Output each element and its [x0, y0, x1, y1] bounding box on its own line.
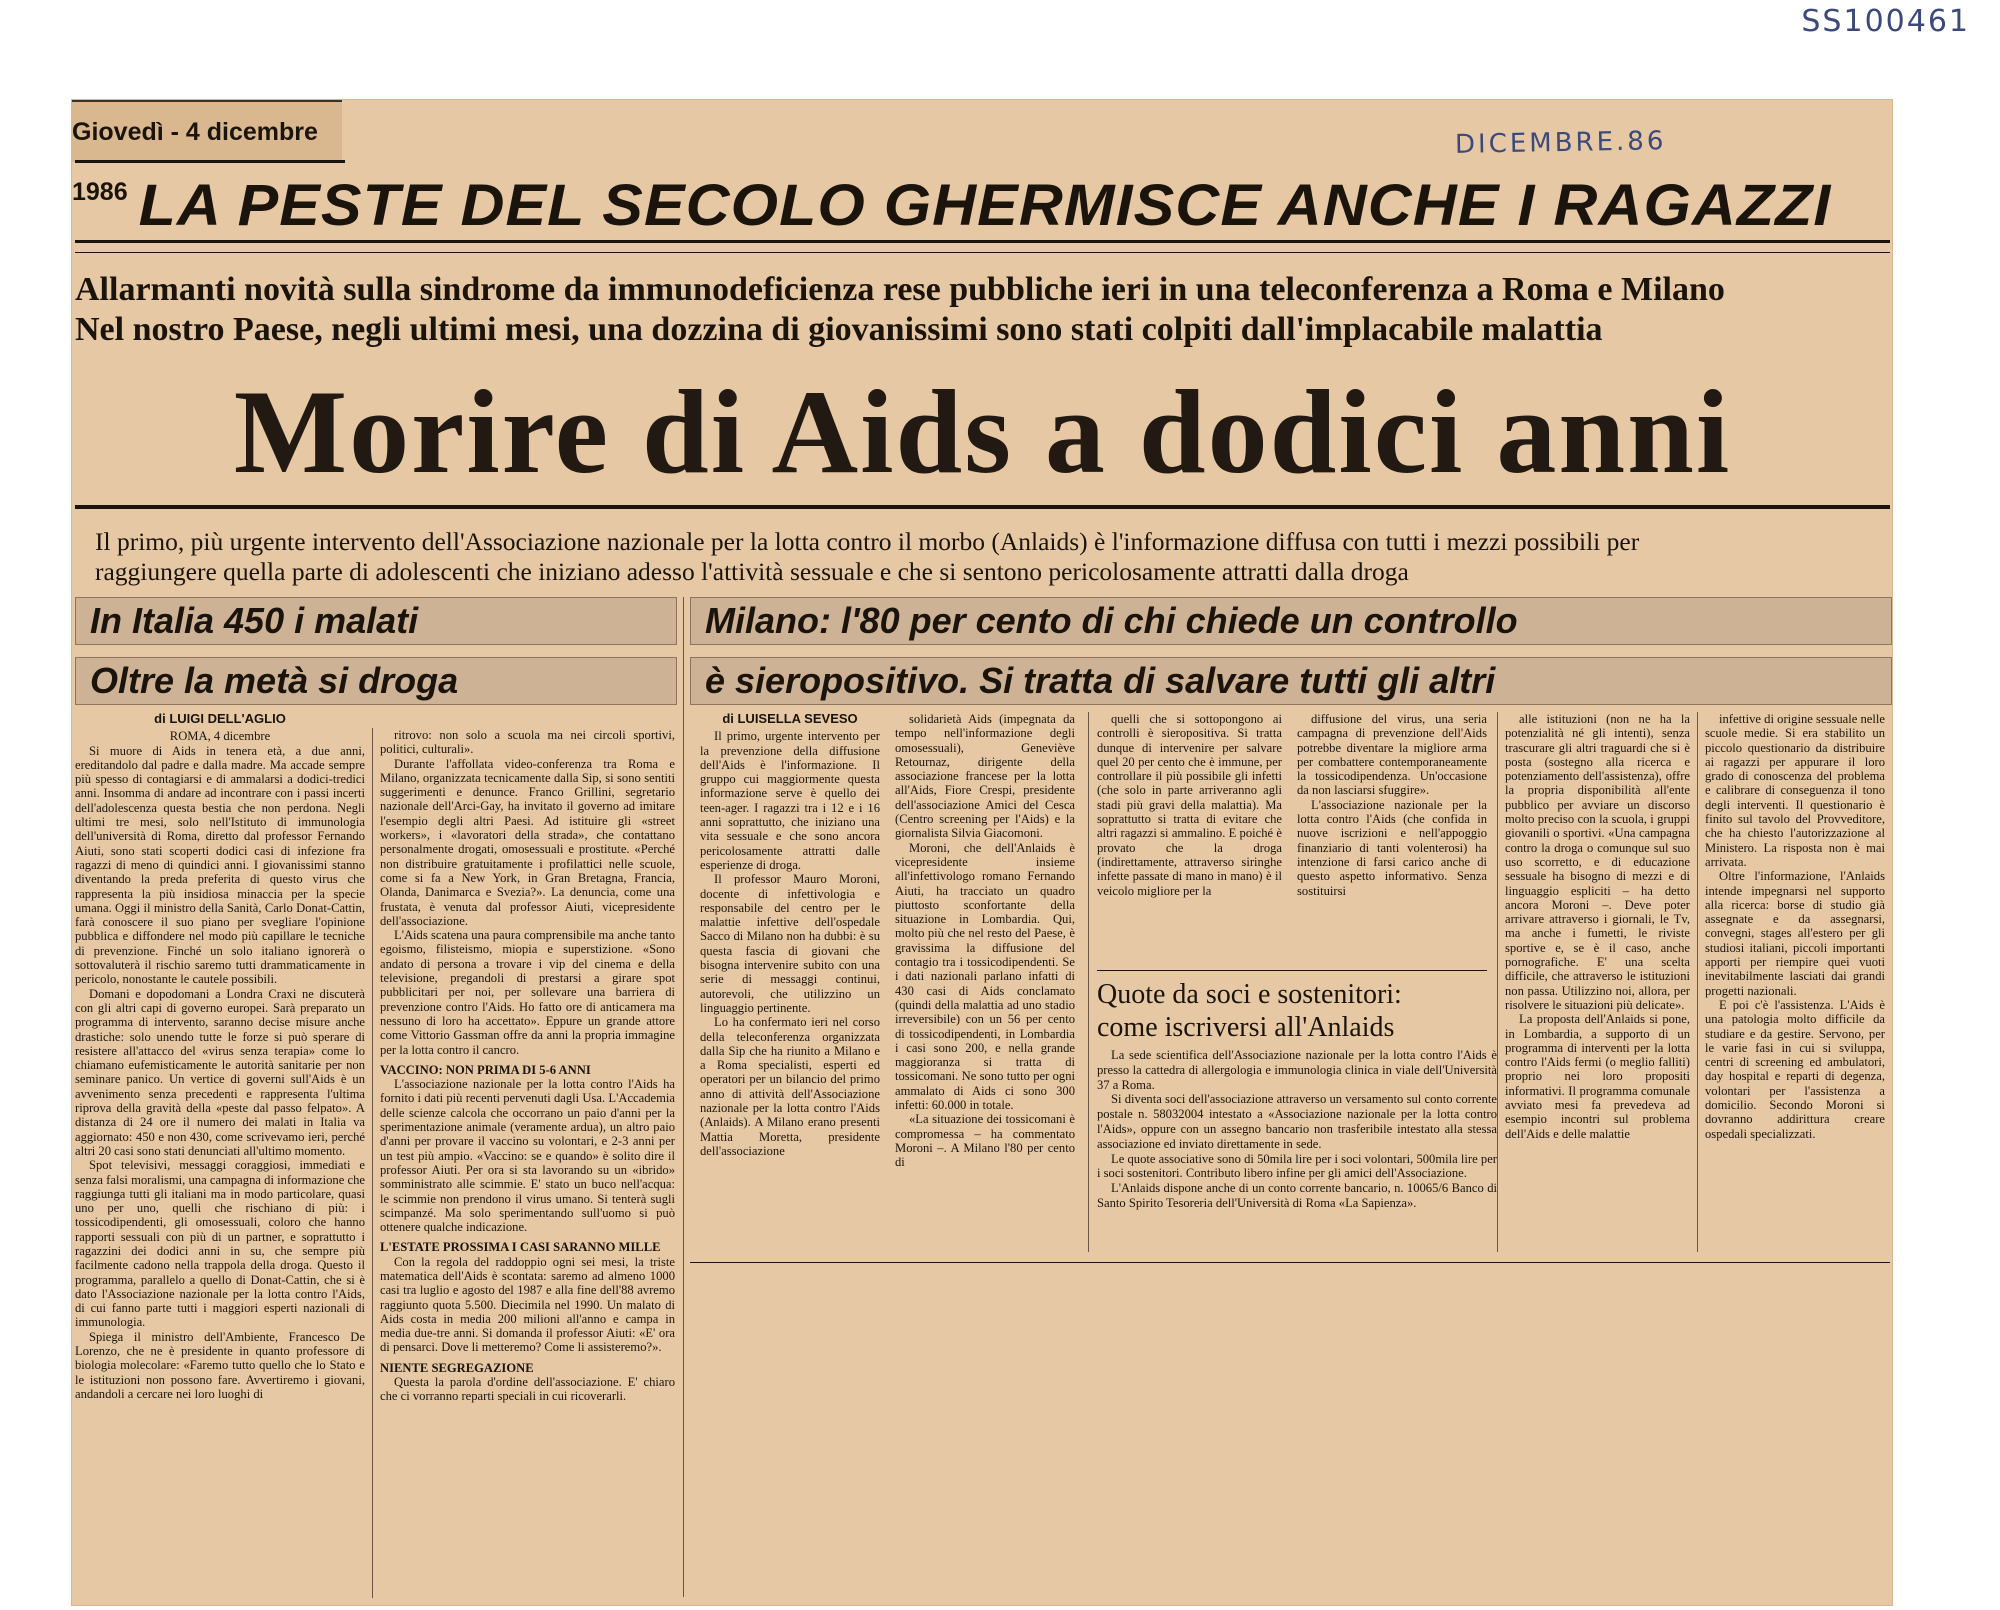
dateline-rule	[75, 160, 345, 163]
article1-subhead-vaccine: VACCINO: NON PRIMA DI 5-6 ANNI	[380, 1062, 591, 1077]
article2-column-3	[1097, 712, 1282, 962]
deck-line-2: Nel nostro Paese, negli ultimi mesi, una dozzina di giovanissimi sono stati colpiti dall'implacabile malattia	[75, 311, 1603, 348]
left-band-1-text: In Italia 450 i malati	[90, 600, 419, 641]
article1-paragraph: Durante l'affollata video-conferenza tra Roma e Milano, organizzata tecnicamente dalla Sip, si sono sentiti suggerimenti e denunce. Franco Grillini, segretario nazionale dell'Arci-Gay, ha invitato il governo ad imitare l'esempio degli altri Paesi. Ad istituire gli «street workers», i «lavoratori della strada», che contattano personalmente drogati, omosessuali e prostitute. «Perché non distribuire gratuitamente i profilattici nelle scuole, come si fa a New York, in Gran Bretagna, Francia, Olanda, Danimarca e Svezia?». La denuncia, come una frustata, è venuta dal professor Aiuti, vicepresidente dell'associazione.	[380, 756, 675, 928]
subdeck-line-2: raggiungere quella parte di adolescenti che iniziano adesso l'attività sessuale e che si sentono pericolosamente attratti dalla droga	[95, 557, 1409, 586]
headline-rule	[75, 505, 1890, 509]
box-paragraph: La sede scientifica dell'Associazione nazionale per la lotta contro l'Aids è presso la cattedra di allergologia e immunologia clinica in viale dell'Università 37 a Roma.	[1097, 1048, 1497, 1092]
article1-column-2	[380, 728, 675, 1600]
box-title	[1097, 978, 1497, 1044]
issue-dateline: Giovedì - 4 dicembre 1986	[72, 100, 342, 162]
left-band-2-text: Oltre la metà si droga	[90, 660, 459, 701]
article2-paragraph: La proposta dell'Anlaids si pone, in Lombardia, a supporto di un programma di interventi per la lotta contro l'Aids fermi (o meglio falliti) proprio nei loro propositi informativi. Il programma comunale avviato mesi fa prevedeva ad esempio incontri sul problema dell'Aids e delle malattie	[1505, 1012, 1690, 1141]
article2-column-6	[1705, 712, 1885, 1252]
right-band-2-text: è sieropositivo. Si tratta di salvare tutti gli altri	[705, 660, 1496, 701]
article2-column-1	[700, 712, 880, 1252]
box-body	[1097, 1048, 1497, 1253]
article2-column-4	[1297, 712, 1487, 962]
box-title-line-1: Quote da soci e sostenitori:	[1097, 979, 1402, 1010]
archive-code: SS100461	[1801, 4, 1970, 39]
right-band-1-text: Milano: l'80 per cento di chi chiede un controllo	[705, 600, 1518, 641]
article2-paragraph: alle istituzioni (non ne ha la potenzialità né gli intenti), senza trascurare gli altri traguardi che si è posta (sostegno alla ricerca e potenziamento dell'assistenza), offre la propria disponibilità all'ente pubblico per avviare un discorso molto preciso con la scuola, i gruppi giovanili o sportivi. «Una campagna contro la droga o comunque sul suo uso scorretto, e di educazione sessuale ha bisogno di mezzi e di linguaggio espliciti – ha detto ancora Moroni –. Deve poter arrivare attraverso i giornali, le Tv, ma anche i fumetti, le riviste sportive e, se è il caso, anche pornografiche. E' una scelta difficile, che attraverso le istituzioni non passa. Utilizzino noi, allora, per risolvere le situazioni più delicate».	[1505, 712, 1690, 1012]
left-band-1	[75, 597, 677, 645]
article2-paragraph: infettive di origine sessuale nelle scuole medie. Si era stabilito un piccolo questionario da distribuire ai ragazzi per appurare il loro grado di conoscenza del problema e calibrare di conseguenza il tono degli interventi. Il questionario è finito sul tavolo del Provveditore, che ha chiesto l'autorizzazione al Ministero. La risposta non è mai arrivata.	[1705, 712, 1885, 869]
article2-paragraph: Il primo, urgente intervento per la prevenzione della diffusione dell'Aids è l'informazione. Il gruppo cui maggiormente questa informazione serve è quello dei teen-ager. I ragazzi tra i 12 e i 16 anni soprattutto, che iniziano una vita sessuale e che sono ancora pericolosamente attratti dalle esperienze di droga.	[700, 729, 880, 872]
article1-subhead-summer: L'ESTATE PROSSIMA I CASI SARANNO MILLE	[380, 1240, 661, 1255]
article1-paragraph: Spiega il ministro dell'Ambiente, Francesco De Lorenzo, che ne è presidente in quanto professore di biologia molecolare: «Faremo tutto quello che lo Stato e le istituzioni non possono fare. Avvertiremo i giovani, andandoli a cercare nei loro luoghi di	[75, 1329, 365, 1401]
box-paragraph: L'Anlaids dispone anche di un conto corrente bancario, n. 10065/6 Banco di Santo Spirito Tesoreria dell'Università di Roma «La Sapienza».	[1097, 1181, 1497, 1210]
article2-byline: di LUISELLA SEVESO	[722, 712, 858, 726]
article1-paragraph: L'associazione nazionale per la lotta contro l'Aids ha fornito i dati più recenti pervenuti dagli Usa. L'Accademia delle scienze calcola che occorrano un paio d'anni per la sperimentazione animale (veramente ardua), un altro paio d'anni per provare il vaccino su volontari, e 2-3 anni per un test più ampio. «Vaccino: se e quando» è solito dire il professor Aiuti. Per ora si sta lavorando su un «ibrido» somministrato alle scimmie. E' stato un buco nell'acqua: le scimmie non prendono il virus umano. Si tenterà sugli scimpanzé. Ma solo sperimentando sull'uomo si può ottenere qualche indicazione.	[380, 1077, 675, 1235]
handwritten-date-note: DICEMBRE.86	[1454, 126, 1667, 160]
article2-paragraph: Oltre l'informazione, l'Anlaids intende impegnarsi nel supporto alla ricerca: borse di studio già assegnate e da assegnarsi, convegni, stages all'estero per gli studiosi italiani, piccoli importanti apporti per riempire quei vuoti inevitabilmente lasciati dai grandi progetti nazionali.	[1705, 869, 1885, 998]
article1-paragraph: Con la regola del raddoppio ogni sei mesi, la triste matematica dell'Aids è scontata: saremo ad almeno 1000 casi tra luglio e agosto del 1987 e alla fine dell'88 avremo raggiunto quota 5.500. Diecimila nel 1990. Un malato di Aids costa in media 200 milioni all'anno e campa in media due-tre anni. Si domanda il professor Aiuti: «E' ora di pensarci. Dove li metteremo? Come li assisteremo?».	[380, 1254, 675, 1355]
article1-paragraph: ritrovo: non solo a scuola ma nei circoli sportivi, politici, culturali».	[380, 728, 675, 757]
column-divider	[1088, 712, 1089, 1252]
article2-column-5	[1505, 712, 1690, 1252]
column-divider	[1697, 712, 1698, 1252]
box-paragraph: Le quote associative sono di 50mila lire per i soci volontari, 500mila lire per i soci sostenitori. Contributo libero infine per gli amici dell'Associazione.	[1097, 1151, 1497, 1181]
column-divider	[372, 728, 373, 1598]
article2-paragraph: «La situazione dei tossicomani è compromessa – ha commentato Moroni –. A Milano l'80 per cento di	[895, 1112, 1075, 1170]
article1-paragraph: Questa la parola d'ordine dell'associazione. E' chiaro che ci vorranno reparti speciali in cui ricoverarli.	[380, 1375, 675, 1404]
article2-bottom-rule	[690, 1262, 1890, 1263]
article-divider	[683, 597, 684, 1597]
left-band-2	[75, 657, 677, 705]
article1-byline: di LUIGI DELL'AGLIO	[154, 712, 286, 726]
article1-paragraph: L'Aids scatena una paura comprensibile ma anche tanto egoismo, filisteismo, miopia e superstizione. «Sono andato di persona a trovare i vip del cinema e della televisione, pregandoli di prestarsi a girare spot pubblicitari per noi, per sollevare una barriera di prevenzione contro l'Aids. Ho fatto ore di anticamera ma nessuno di loro ha accettato». Eppure un grande attore come Vittorio Gassman offre da anni la propria immagine per la lotta contro il cancro.	[380, 928, 675, 1057]
article2-paragraph: L'associazione nazionale per la lotta contro l'Aids (che confida in nuove iscrizioni e nell'appoggio finanziario di tanti volenterosi) ha intenzione di farsi carico anche di questo aspetto informativo. Senza sostituirsi	[1297, 797, 1487, 898]
article2-paragraph: Moroni, che dell'Anlaids è vicepresidente insieme all'infettivologo romano Fernando Aiuti, ha tracciato un quadro piuttosto sconfortante della situazione in Lombardia. Qui, molto più che nel resto del Paese, è gravissima la diffusione del contagio tra i tossicodipendenti. Se i dati nazionali parlano infatti di 430 casi di Aids conclamato (quindi della malattia ad uno stadio irreversibile) con un 56 per cento di tossicodipendenti, in Lombardia i casi sono 200, e nella grande maggioranza si tratta di tossicomani. Ne sono tutto per ogni ammalato di Aids ci sono 300 infetti: 60.000 in totale.	[895, 840, 1075, 1113]
deck-line-1: Allarmanti novità sulla sindrome da immunodeficienza rese pubbliche ieri in una teleconferenza a Roma e Milano	[75, 271, 1725, 308]
article2-paragraph: solidarietà Aids (impegnata da tempo nell'informazione degli omosessuali), Geneviève Retournaz, dirigente della associazione francese per la lotta all'Aids, Fiore Crespi, presidente dell'associazione Amici del Cesca (Centro screening per l'Aids) e la giornalista Silvia Giacomoni.	[895, 712, 1075, 841]
box-paragraph: Si diventa soci dell'associazione attraverso un versamento sul conto corrente postale n. 58032004 intestato a «Associazione nazionale per la lotta contro l'Aids», oppure con un assegno bancario non trasferibile intestato alla stessa associazione ed inviato direttamente in sede.	[1097, 1092, 1497, 1151]
article2-paragraph: Lo ha confermato ieri nel corso della teleconferenza organizzata dalla Sip che ha riunito a Milano e a Roma specialisti, esperti ed operatori per un bilancio del primo anno di attività dell'Associazione nazionale per la lotta contro l'Aids (Anlaids). A Milano erano presenti Mattia Moretta, presidente dell'associazione	[700, 1015, 880, 1158]
article2-column-2	[895, 712, 1075, 1252]
article1-paragraph: Spot televisivi, messaggi coraggiosi, immediati e senza falsi moralismi, una campagna di informazione che raggiunga tutti gli italiani ma in modo particolare, quasi uno per uno, quelli che rischiano di più: i tossicodipendenti, gli omosessuali, coloro che hanno rapporti sessuali con più di un partner, e soprattutto i ragazzini dei dodici anni in su, che sempre più facilmente cadono nella trappola della droga. Questo il programma, parallelo a quello di Donat-Cattin, che si è dato l'Associazione nazionale per la lotta contro l'Aids, di cui fanno parte tutti i maggiori esperti nazionali di immunologia.	[75, 1158, 365, 1330]
kicker-rule-thin	[75, 252, 1890, 253]
article2-paragraph: quelli che si sottopongono ai controlli è sieropositiva. Si tratta dunque di intervenire per salvare quel 20 per cento che è immune, per controllare il più possibile gli infetti (che solo in parte arriveranno agli stadi più gravi della malattia). Ma soprattutto si tratta di evitare che altri ragazzi si ammalino. E poiché è provato che la droga (indirettamente, attraverso siringhe infette passate di mano in mano) è il veicolo migliore per la	[1097, 712, 1282, 898]
article2-paragraph: diffusione del virus, una seria campagna di prevenzione dell'Aids potrebbe diventare la migliore arma per combattere contemporaneamente la tossicodipendenza. Un'occasione da non lasciarsi sfuggire».	[1297, 712, 1487, 798]
article1-paragraph: Domani e dopodomani a Londra Craxi ne discuterà con gli altri capi di governo europei. Sarà preparato un programma di intervento, saranno decise misure anche drastiche: solo unendo tutte le forze si può sperare di resistere all'attacco del «virus senza terapia» come lo chiamano eufemisticamente le autorità sanitarie per non seminare panico. Un vertice di governi sull'Aids è un avvenimento senza precedenti e rappresenta l'ultima riprova della gravità della «peste dal passo felpato». A distanza di 24 ore il numero dei malati in Italia va aggiornato: 450 e non 430, come scrivevamo ieri, perché altri 20 casi sono stati denunciati all'ultimo momento.	[75, 986, 365, 1158]
box-title-line-2: come iscriversi all'Anlaids	[1097, 1012, 1395, 1043]
article1-place-date: ROMA, 4 dicembre	[169, 729, 271, 744]
article1-column-1	[75, 712, 365, 1600]
article1-subhead-segregation: NIENTE SEGREGAZIONE	[380, 1360, 534, 1375]
column-divider	[1497, 712, 1498, 1252]
subdeck-line-1: Il primo, più urgente intervento dell'Associazione nazionale per la lotta contro il morbo (Anlaids) è l'informazione diffusa con tutti i mezzi possibili per	[95, 527, 1640, 556]
box-top-rule	[1097, 970, 1487, 971]
main-headline: Morire di Aids a dodici anni	[233, 365, 1732, 498]
article2-paragraph: E poi c'è l'assistenza. L'Aids è una patologia molto difficile da studiare e da gestire. Servono, per le varie fasi in cui si sviluppa, centri di screening ed ambulatori, day hospital e reparti di degenza, volontari per l'assistenza a domicilio. Secondo Moroni si dovranno addirittura creare ospedali specializzati.	[1705, 997, 1885, 1141]
article1-paragraph: Si muore di Aids in tenera età, a due anni, ereditandolo dal padre e dalla madre. Ma accade sempre più spesso di contagiarsi e di ammalarsi a dodici-tredici anni. Insomma di andare ad incontrare con i passi incerti dell'adolescenza questa bestia che non perdona. Negli ultimi tre mesi, solo nell'Istituto di immunologia dell'università di Roma, diretto dal professor Fernando Aiuti, sono stati scoperti dodici casi di infezione fra ragazzi di meno di quindici anni. I giovanissimi stanno diventando la preda preferita di questo virus che rappresenta la più insidiosa minaccia per la specie umana. Oggi il ministro della Sanità, Carlo Donat-Cattin, farà conoscere il suo piano per svegliare l'opinione pubblica e diffondere nel modo più capillare le tecniche di prevenzione. Finché un solo italiano ignorerà o sottovaluterà il rischio saremo tutti drammaticamente in pericolo, nonostante le cautele possibili.	[75, 743, 365, 987]
right-band-2	[690, 657, 1892, 705]
article2-paragraph: Il professor Mauro Moroni, docente di infettivologia e responsabile del centro per le malattie infettive dell'ospedale Sacco di Milano non ha dubbi: è su questa fascia di giovani che bisogna intervenire subito con una serie di messaggi continui, autorevoli, che utilizzino un linguaggio pertinente.	[700, 872, 880, 1015]
kicker-headline: LA PESTE DEL SECOLO GHERMISCE ANCHE I RAGAZZI	[138, 173, 1832, 238]
kicker-rule	[75, 240, 1890, 243]
right-band-1	[690, 597, 1892, 645]
